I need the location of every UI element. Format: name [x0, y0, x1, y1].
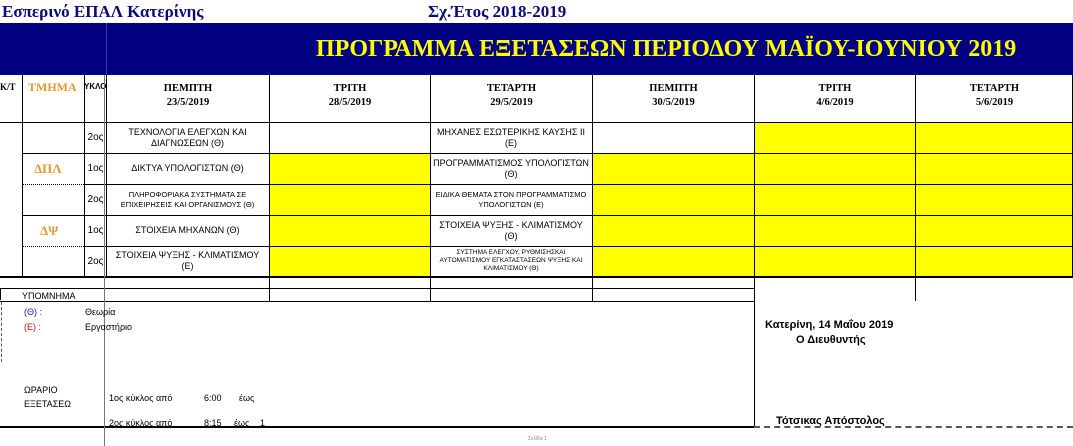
dashed-edge	[1, 302, 2, 362]
grid-line	[22, 184, 84, 185]
cycle2-until: έως	[234, 418, 250, 428]
exam-subject: ΣΤΟΙΧΕΙΑ ΜΗΧΑΝΩΝ (Θ)	[135, 225, 240, 235]
grid-line	[22, 75, 23, 276]
school-year: Σχ.Έτος 2018-2019	[428, 2, 567, 21]
dept-dps: ΔΨ	[40, 223, 59, 238]
day-name: ΠΕΜΠΤΗ	[649, 83, 698, 94]
grid-line	[0, 288, 754, 289]
page-guide-line	[104, 75, 105, 446]
legend-theory-label: Θεωρία	[85, 307, 116, 317]
col-kt: Κ/Τ	[0, 82, 16, 92]
legend-lab-code: (Ε) :	[24, 322, 41, 332]
cycle1-time: 6:00	[204, 393, 222, 403]
banner-divider	[106, 23, 107, 75]
cycle2-time: 8:15	[204, 418, 222, 428]
row-cycle: 2ος	[87, 132, 104, 143]
grid-line	[22, 246, 84, 247]
grid-line	[754, 75, 755, 426]
grid-line	[0, 288, 1, 300]
day-date: 5/6/2019	[975, 97, 1014, 108]
exam-subject: ΣΤΟΙΧΕΙΑ ΨΥΞΗΣ - ΚΛΙΜΑΤΙΣΜΟΥ (Θ)	[439, 219, 583, 241]
row-cycle: 1ος	[87, 225, 104, 236]
grid-line	[0, 276, 1073, 278]
col-cycle: ΥΚΛΟ	[84, 82, 106, 91]
dept-dpl: ΔΠΛ	[34, 161, 62, 176]
day-name: ΤΕΤΑΡΤΗ	[969, 83, 1020, 94]
row-cycle: 2ος	[87, 255, 104, 267]
day-header	[593, 82, 754, 110]
school-name: Εσπερινό ΕΠΑΛ Κατερίνης	[2, 2, 204, 21]
schedule-title-2: ΕΞΕΤΑΣΕΩ	[24, 399, 71, 409]
grid-line	[22, 153, 84, 154]
director-role: Ο Διευθυντής	[796, 334, 866, 346]
day-header	[107, 82, 269, 110]
cycle2-end: 1	[260, 418, 266, 428]
day-date: 29/5/2019	[490, 97, 533, 108]
day-name: ΤΡΙΤΗ	[333, 83, 367, 94]
row-cycle: 2ος	[87, 194, 104, 205]
day-date: 28/5/2019	[328, 97, 372, 108]
grid-line	[269, 75, 270, 301]
schedule-title-1: ΩΡΑΡΙΟ	[24, 385, 58, 395]
schedule-title: ΠΡΟΓΡΑΜΜΑ ΕΞΕΤΑΣΕΩΝ ΠΕΡΙΟΔΟΥ ΜΑΪΟΥ-ΙΟΥΝΙΟΥ 2019	[316, 36, 1017, 62]
page-footer: Σελίδα 1	[528, 436, 547, 442]
cycle2-from: 2ος κύκλος από	[109, 418, 173, 428]
grid-line	[430, 75, 431, 301]
exam-subject: ΠΛΗΡΟΦΟΡΙΑΚΑ ΣΥΣΤΗΜΑΤΑ ΣΕ ΕΠΙΧΕΙΡΗΣΕΙΣ ΚΑΙ ΟΡΓΑΝΙΣΜΟΥΣ (Θ)	[120, 190, 255, 209]
row-cycle: 1ος	[87, 163, 104, 174]
grid-line	[0, 301, 754, 302]
day-header	[431, 82, 592, 110]
day-name: ΤΡΙΤΗ	[818, 83, 852, 94]
cycle1-from: 1ος κύκλος από	[109, 393, 173, 403]
day-header	[270, 82, 430, 110]
grid-line	[592, 75, 593, 301]
place-date: Κατερίνη, 14 Μαΐου 2019	[765, 319, 894, 331]
legend-title: ΥΠΟΜΝΗΜΑ	[22, 291, 76, 301]
cycle1-until: έως	[239, 393, 255, 403]
director-name: Τότσικας Απόστολος	[776, 415, 885, 427]
day-date: 30/5/2019	[652, 97, 695, 108]
col-dept: ΤΜΗΜΑ	[28, 80, 77, 94]
day-name: ΤΕΤΑΡΤΗ	[486, 83, 537, 94]
exam-subject: ΜΗΧΑΝΕΣ ΕΣΩΤΕΡΙΚΗΣ ΚΑΥΣΗΣ ΙΙ (Ε)	[437, 126, 585, 148]
day-name: ΠΕΜΠΤΗ	[163, 83, 213, 94]
day-header	[916, 82, 1073, 110]
day-date: 4/6/2019	[816, 97, 854, 108]
exam-subject: ΣΤΟΙΧΕΙΑ ΨΥΞΗΣ - ΚΛΙΜΑΤΙΣΜΟΥ (Ε)	[115, 250, 260, 271]
legend-theory-code: (Θ) :	[24, 307, 42, 317]
exam-subject: ΤΕΧΝΟΛΟΓΙΑ ΕΛΕΓΧΩΝ ΚΑΙ ΔΙΑΓΝΩΣΕΩΝ (Θ)	[128, 126, 247, 148]
highlight-cell	[754, 122, 1073, 153]
grid-line	[915, 75, 916, 301]
exam-subject: ΔΙΚΤΥΑ ΥΠΟΛΟΓΙΣΤΩΝ (Θ)	[131, 163, 244, 173]
exam-subject: ΣΥΣΤΗΜΑ ΕΛΕΓΧΟΥ, ΡΥΘΜΙΣΗΣΚΑΙ ΑΥΤΟΜΑΤΙΣΜΟΥ ΕΓΚΑΤΑΣΤΑΣΕΩΝ ΨΥΞΗΣ ΚΑΙ ΚΛΙΜΑΤΙΣΜΟΥ (Θ)	[439, 249, 583, 272]
legend-lab-label: Εργαστήριο	[85, 322, 133, 332]
day-header	[755, 82, 915, 110]
exam-subject: ΕΙΔΙΚΑ ΘΕΜΑΤΑ ΣΤΟΝ ΠΡΟΓΡΑΜΜΑΤΙΣΜΟ ΥΠΟΛΟΓΙΣΤΩΝ (Ε)	[435, 190, 587, 209]
day-date: 23/5/2019	[166, 97, 210, 108]
exam-subject: ΠΡΟΓΡΑΜΜΑΤΙΣΜΟΣ ΥΠΟΛΟΓΙΣΤΩΝ (Θ)	[433, 157, 589, 179]
grid-line	[106, 75, 107, 276]
